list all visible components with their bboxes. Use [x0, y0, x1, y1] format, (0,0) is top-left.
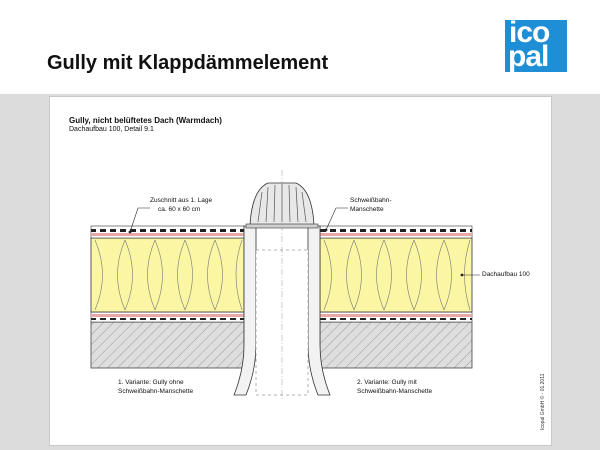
drawing-title: Gully, nicht belüftetes Dach (Warmdach): [69, 116, 222, 125]
label-variant2-line2: Schweißbahn-Manschette: [357, 388, 433, 395]
concrete-slab-left: [91, 322, 244, 368]
label-variant1-line1: 1. Variante: Gully ohne: [118, 379, 184, 386]
insulation-right: [320, 238, 472, 312]
label-sleeve-line1: Schweißbahn-: [350, 197, 392, 204]
label-variant2-line1: 2. Variante: Gully mit: [357, 379, 417, 386]
label-cut-line2: ca. 60 x 60 cm: [158, 206, 201, 213]
label-roof-build: Dachaufbau 100: [482, 271, 530, 278]
copyright-note: Icopal GmbH © - 01.2011: [540, 373, 546, 430]
label-variant1-line2: Schweißbahn-Manschette: [118, 388, 194, 395]
slide-title: Gully mit Klappdämmelement: [47, 52, 329, 74]
label-sleeve-line2: Manschette: [350, 206, 384, 213]
logo-text-top: ico: [509, 16, 550, 49]
insulation-left: [91, 238, 244, 312]
drawing-subtitle: Dachaufbau 100, Detail 9.1: [69, 126, 154, 133]
label-cut-line1: Zuschnitt aus 1. Lage: [150, 197, 213, 204]
concrete-slab-right: [320, 322, 472, 368]
logo-text-bottom: pal: [508, 40, 549, 73]
